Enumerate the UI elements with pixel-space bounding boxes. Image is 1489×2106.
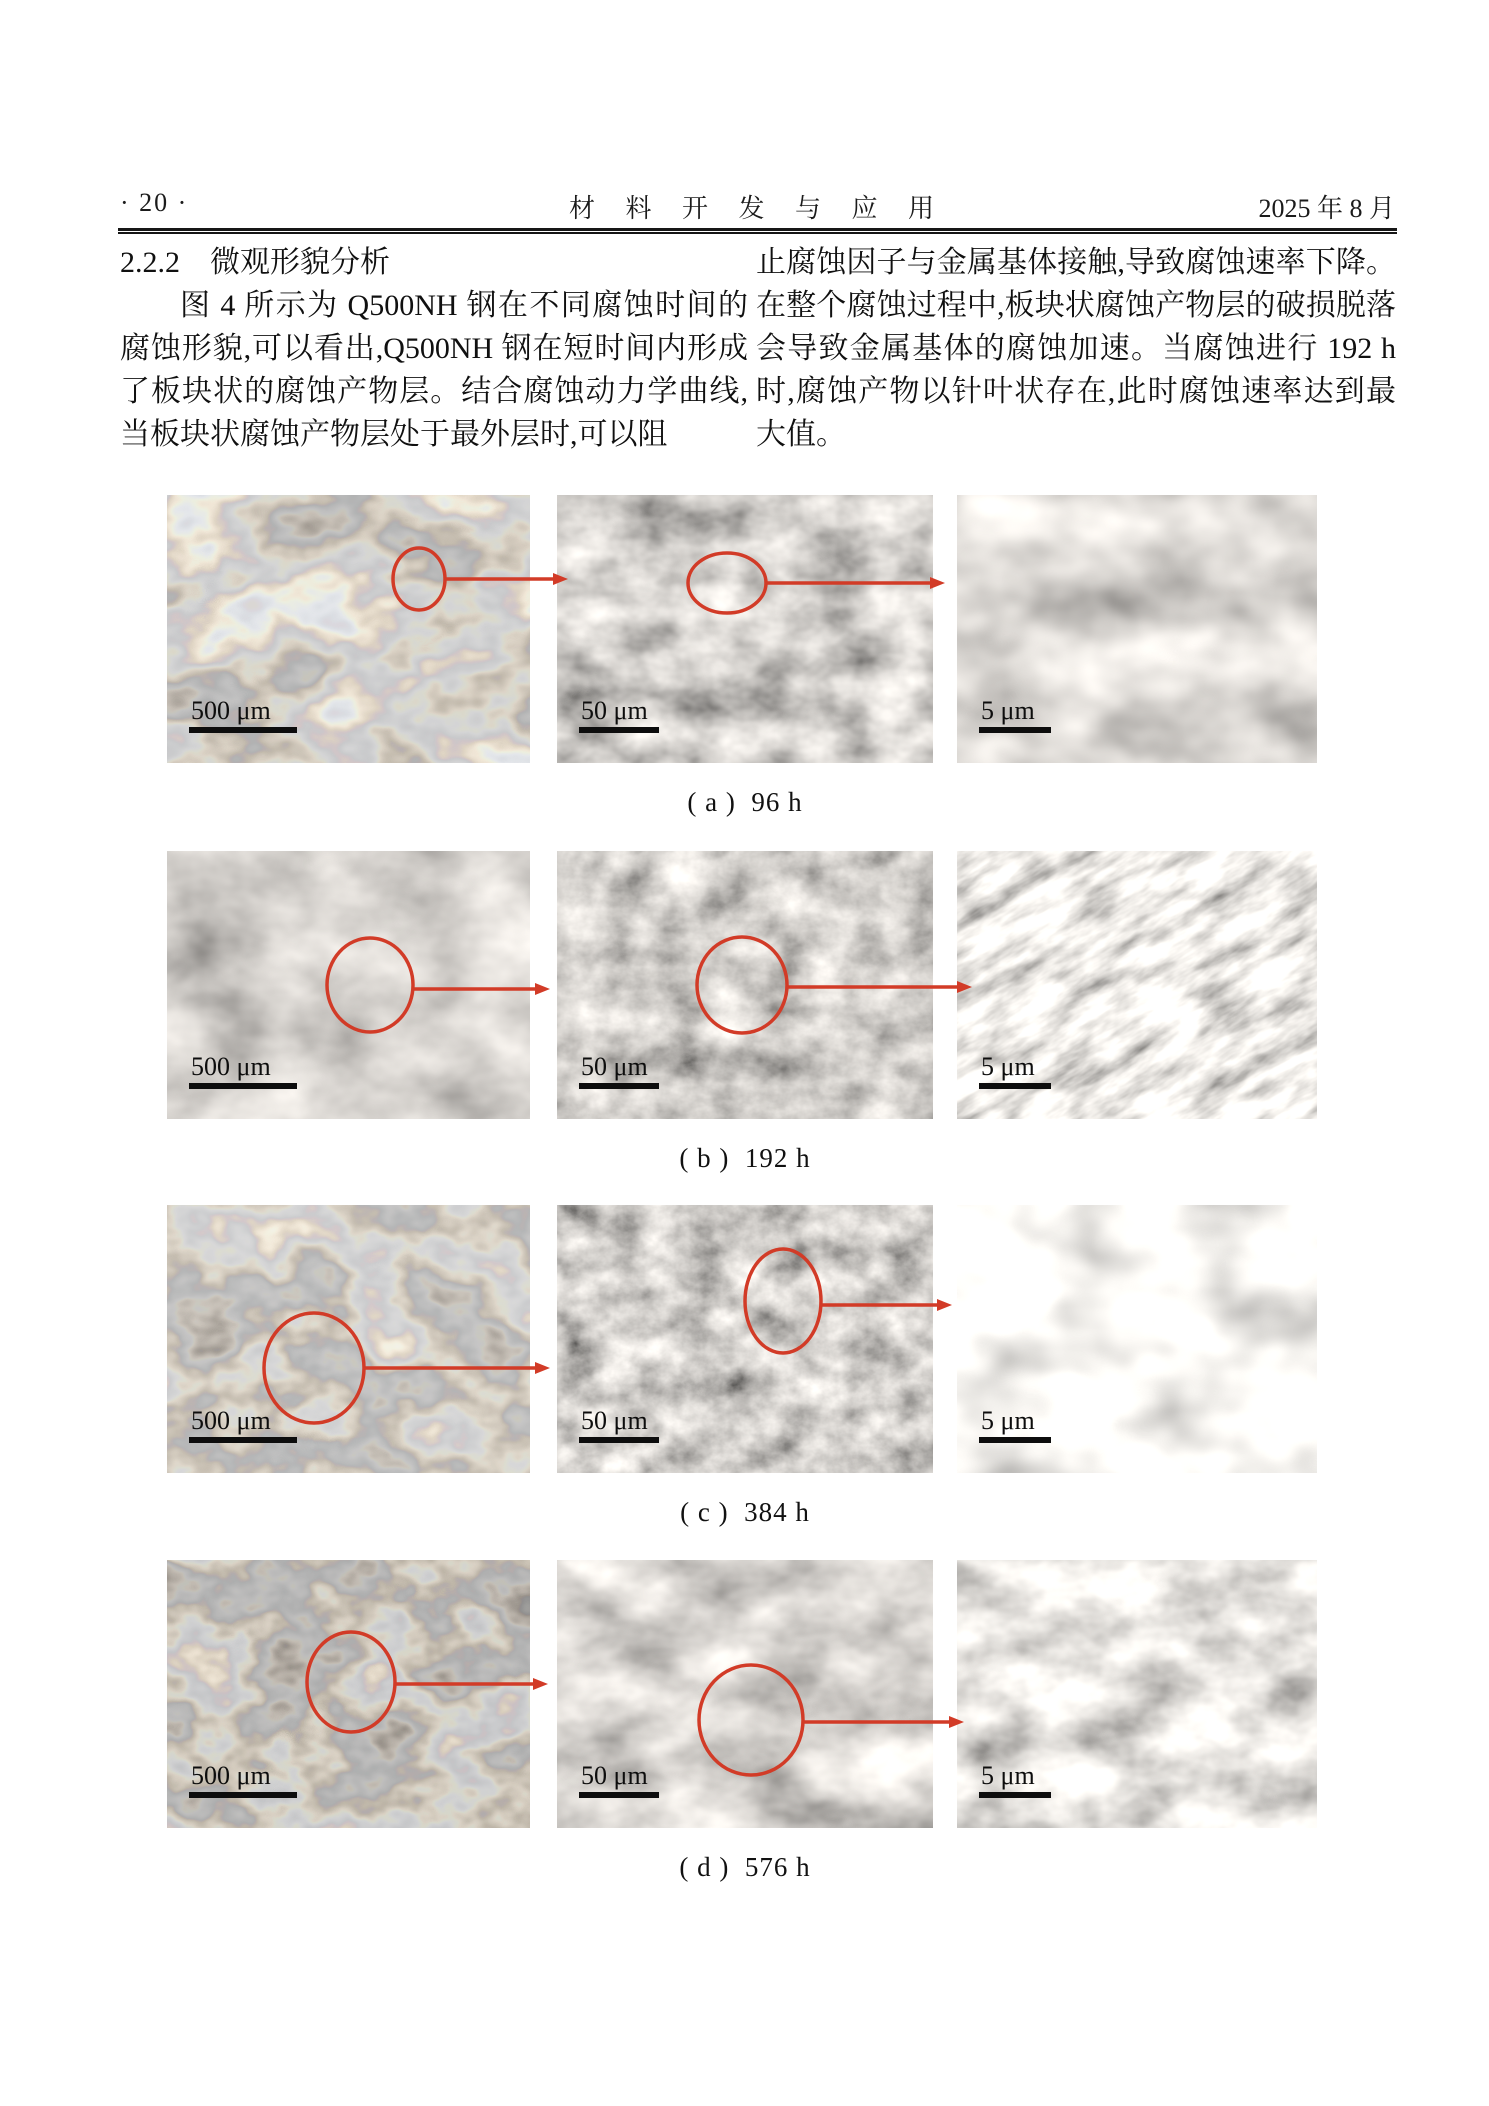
scale-label: 5 μm	[981, 1406, 1035, 1435]
text-column-right	[756, 241, 1396, 456]
scale-bar	[579, 1083, 659, 1089]
scale-label: 500 μm	[191, 1761, 271, 1790]
sem-micrograph-b3	[957, 851, 1317, 1119]
sem-image-d-5um	[957, 1560, 1317, 1828]
figure-row-c-panels	[167, 1205, 1323, 1473]
sem-image-c-5um	[957, 1205, 1317, 1473]
section-title: 微观形貌分析	[210, 246, 390, 279]
scale-bar	[579, 1437, 659, 1443]
figure-row-a-panels	[167, 495, 1323, 763]
sem-image-b-500um	[167, 851, 530, 1119]
sem-micrograph-d3	[957, 1560, 1317, 1828]
figure-row-b-panels	[167, 851, 1323, 1119]
sem-micrograph-c2	[557, 1205, 933, 1473]
journal-title: 材 料 开 发 与 应 用	[568, 194, 946, 223]
sem-image-a-500um	[167, 495, 530, 763]
scale-label: 500 μm	[191, 1406, 271, 1435]
sem-micrograph-a2	[557, 495, 933, 763]
scale-bar	[189, 1437, 297, 1443]
scale-label: 5 μm	[981, 1761, 1035, 1790]
scale-label: 50 μm	[581, 1406, 648, 1435]
figure-caption-b: ( b ) 192 h	[679, 1143, 811, 1173]
scale-bar	[189, 1083, 297, 1089]
figure-caption-d: ( d ) 576 h	[679, 1852, 811, 1882]
scale-bar	[979, 1792, 1051, 1798]
scale-label: 5 μm	[981, 696, 1035, 725]
scale-label: 50 μm	[581, 1761, 648, 1790]
sem-image-b-5um	[957, 851, 1317, 1119]
figure-row-d-panels	[167, 1560, 1323, 1828]
sem-image-b-50um	[557, 851, 933, 1119]
scale-label: 50 μm	[581, 696, 648, 725]
header-rule	[118, 228, 1397, 234]
scale-bar	[979, 1083, 1051, 1089]
figure-row-c	[167, 1205, 1323, 1528]
scale-label: 500 μm	[191, 696, 271, 725]
figure-caption-c: ( c ) 384 h	[680, 1497, 810, 1527]
section-number: 2.2.2	[120, 246, 180, 279]
page-header	[120, 188, 1395, 222]
sem-micrograph-b1	[167, 851, 530, 1119]
page-number: · 20 ·	[120, 188, 189, 217]
figure-row-b	[167, 851, 1323, 1174]
sem-micrograph-a1	[167, 495, 530, 763]
sem-micrograph-a3	[957, 495, 1317, 763]
section-heading	[120, 241, 748, 284]
figure-row-d	[167, 1560, 1323, 1883]
sem-image-d-50um	[557, 1560, 933, 1828]
sem-micrograph-b2	[557, 851, 933, 1119]
sem-micrograph-c3	[957, 1205, 1317, 1473]
scale-bar	[189, 727, 297, 733]
sem-image-c-500um	[167, 1205, 530, 1473]
sem-image-c-50um	[557, 1205, 933, 1473]
sem-image-a-5um	[957, 495, 1317, 763]
sem-image-a-50um	[557, 495, 933, 763]
figure-caption-a: ( a ) 96 h	[687, 787, 803, 817]
scale-bar	[579, 727, 659, 733]
figure-4-sem-grid	[167, 495, 1323, 1925]
scale-bar	[979, 727, 1051, 733]
scale-bar	[189, 1792, 297, 1798]
body-paragraph-right: 止腐蚀因子与金属基体接触,导致腐蚀速率下降。在整个腐蚀过程中,板块状腐蚀产物层的破损脱落会导致金属基体的腐蚀加速。当腐蚀进行 192 h 时,腐蚀产物以针叶状存在,此时腐蚀速率达到最大值。	[756, 246, 1396, 451]
figure-row-a	[167, 495, 1323, 818]
sem-image-d-500um	[167, 1560, 530, 1828]
sem-micrograph-d2	[557, 1560, 933, 1828]
body-paragraph-left: 图 4 所示为 Q500NH 钢在不同腐蚀时间的腐蚀形貌,可以看出,Q500NH 钢在短时间内形成了板块状的腐蚀产物层。结合腐蚀动力学曲线,当板块状腐蚀产物层处于最外层时,可以阻	[120, 289, 748, 451]
scale-bar	[579, 1792, 659, 1798]
issue-date: 2025 年 8 月	[1258, 194, 1395, 223]
sem-micrograph-c1	[167, 1205, 530, 1473]
text-column-left	[120, 241, 748, 456]
scale-label: 50 μm	[581, 1052, 648, 1081]
scale-label: 5 μm	[981, 1052, 1035, 1081]
scale-bar	[979, 1437, 1051, 1443]
sem-micrograph-d1	[167, 1560, 530, 1828]
scale-label: 500 μm	[191, 1052, 271, 1081]
